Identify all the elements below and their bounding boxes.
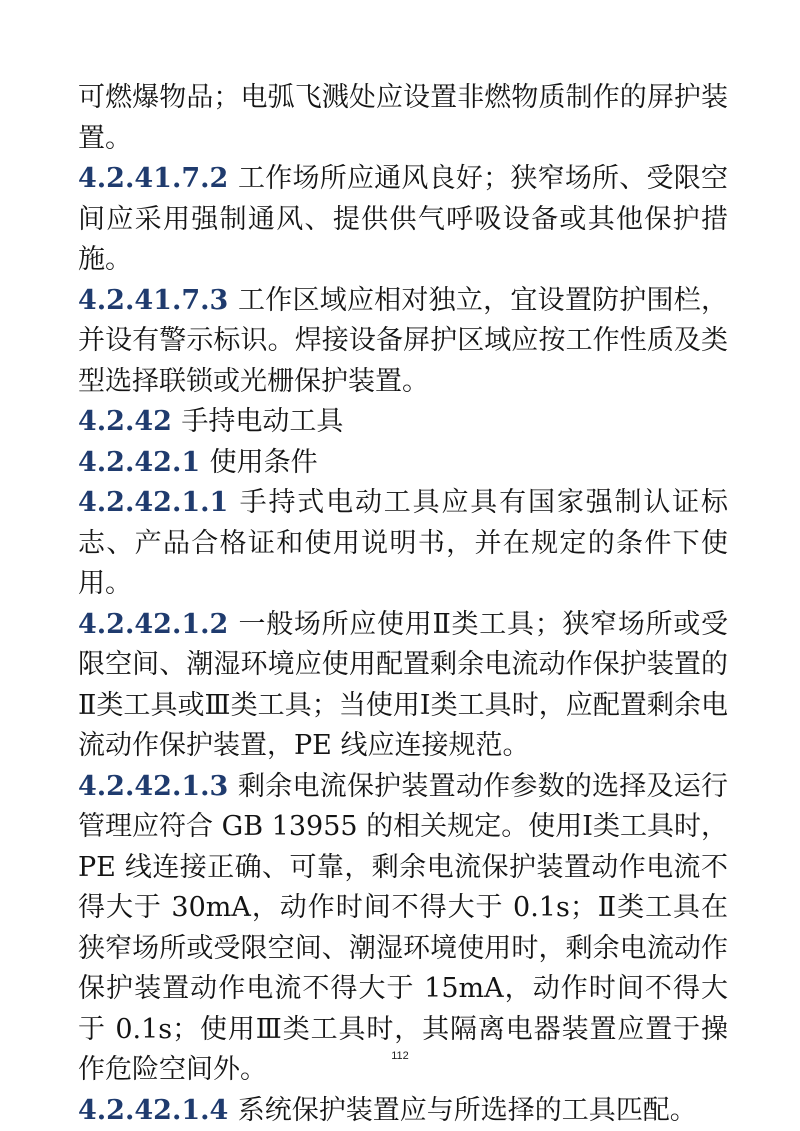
clause-text: 手持式电动工具应具有国家强制认证标志、产品合格证和使用说明书，并在规定的条件下使用。 [78, 487, 728, 599]
clause-text: 系统保护装置应与所选择的工具匹配。 [237, 1094, 697, 1126]
paragraph-clause [78, 1091, 728, 1131]
clause-number: 4.2.41.7.3 [78, 284, 229, 316]
clause-number: 4.2.42.1.1 [78, 487, 229, 518]
paragraph-clause [78, 767, 728, 1091]
section-title: 手持电动工具 [181, 406, 344, 437]
clause-text: 工作区域应相对独立，宜设置防护围栏，并设有警示标识。焊接设备屏护区域应按工作性质及类型选择联锁或光栅保护装置。 [78, 284, 728, 397]
clause-text: 工作场所应通风良好；狭窄场所、受限空间应采用强制通风、提供供气呼吸设备或其他保护措施。 [78, 163, 728, 275]
paragraph-clause [78, 159, 728, 281]
clause-text: 一般场所应使用Ⅱ类工具；狭窄场所或受限空间、潮湿环境应使用配置剩余电流动作保护装置的Ⅱ类工具或Ⅲ类工具；当使用Ⅰ类工具时，应配置剩余电流动作保护装置，PE 线应连接规范。 [78, 608, 728, 761]
clause-text: 可燃爆物品；电弧飞溅处应设置非燃物质制作的屏护装置。 [78, 82, 728, 154]
clause-number: 4.2.42.1.3 [78, 770, 229, 802]
clause-text: 剩余电流保护装置动作参数的选择及运行管理应符合 GB 13955 的相关规定。使用Ⅰ类工具时，PE 线连接正确、可靠，剩余电流保护装置动作电流不得大于 30mA，动作时间不得大于 0.1s；Ⅱ类工具在狭窄场所或受限空间、潮湿环境使用时，剩余电流动作保护装置动作电流不得大于 15mA，动作时间不得大于 0.1s；使用Ⅲ类工具时，其隔离电器装置应置于操作危险空间外。 [78, 770, 728, 1085]
paragraph-clause [78, 281, 728, 403]
paragraph-continuation [78, 78, 728, 159]
section-heading [78, 402, 728, 443]
clause-number: 4.2.42 [78, 406, 172, 437]
subsection-title: 使用条件 [209, 446, 318, 478]
clause-number: 4.2.42.1 [78, 446, 201, 478]
paragraph-clause [78, 483, 728, 605]
clause-number: 4.2.42.1.4 [78, 1094, 229, 1126]
page-footer [0, 1050, 800, 1062]
paragraph-clause [78, 605, 728, 767]
clause-number: 4.2.42.1.2 [78, 608, 229, 640]
subsection-heading [78, 443, 728, 484]
document-body [78, 78, 728, 1131]
page-number: 112 [391, 1050, 409, 1062]
clause-number: 4.2.41.7.2 [78, 163, 229, 194]
